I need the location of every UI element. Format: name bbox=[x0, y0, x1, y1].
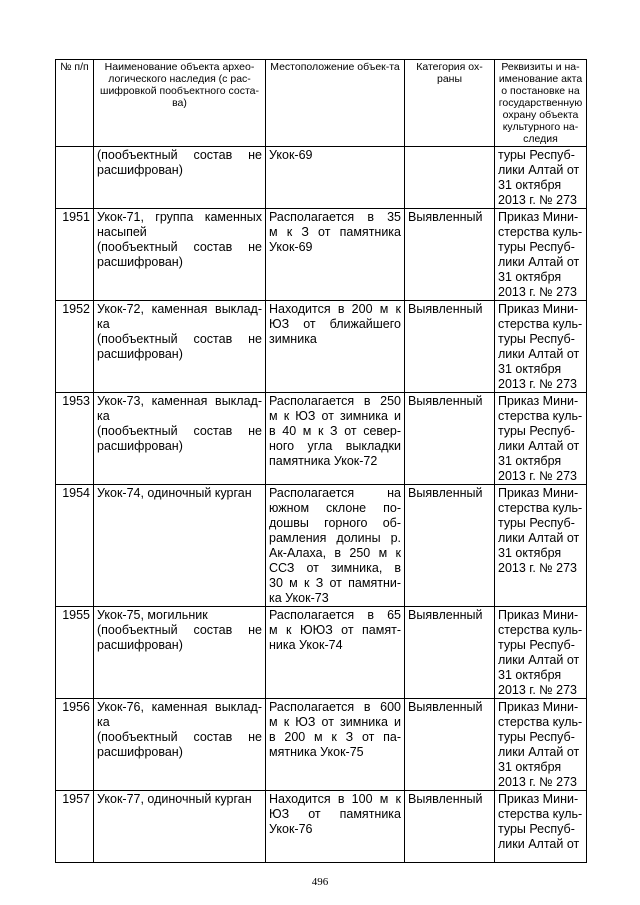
location-line: Располагается в 250 bbox=[269, 394, 401, 408]
cell-category: Выявленный bbox=[405, 209, 495, 301]
location-line: Находится в 200 м к bbox=[269, 302, 401, 316]
requisites-line: лики Алтай от bbox=[498, 531, 580, 545]
name-line: (пообъектный состав не bbox=[97, 148, 262, 162]
name-line: Укок-71, группа каменных bbox=[97, 210, 262, 224]
location-line: Располагается в 35 bbox=[269, 210, 401, 224]
table-row bbox=[56, 791, 587, 863]
location-line: м к ЮЗ от зимника и bbox=[269, 409, 401, 423]
requisites-line: 2013 г. № 273 bbox=[498, 193, 577, 207]
cell-location bbox=[266, 791, 405, 863]
name-line: расшифрован) bbox=[97, 638, 183, 652]
cell-requisites bbox=[495, 699, 587, 791]
location-line: 30 м к З от памятни- bbox=[269, 576, 401, 590]
location-line: Ак-Алаха, в 250 м к bbox=[269, 546, 401, 560]
requisites-line: туры Респуб- bbox=[498, 240, 575, 254]
requisites-line: 31 октября bbox=[498, 362, 562, 376]
requisites-line: стерства куль- bbox=[498, 501, 583, 515]
requisites-line: стерства куль- bbox=[498, 409, 583, 423]
location-line: м к ЮЗ от зимника и bbox=[269, 715, 401, 729]
name-line: Укок-76, каменная выклад- bbox=[97, 700, 262, 714]
requisites-line: 31 октября bbox=[498, 668, 562, 682]
name-line: расшифрован) bbox=[97, 439, 183, 453]
name-line: Укок-73, каменная выклад- bbox=[97, 394, 262, 408]
location-line: ка Укок-73 bbox=[269, 591, 329, 605]
location-line: в 40 м к З от север- bbox=[269, 424, 401, 438]
cell-location bbox=[266, 485, 405, 607]
cell-location bbox=[266, 607, 405, 699]
cell-location bbox=[266, 209, 405, 301]
cell-requisites bbox=[495, 393, 587, 485]
location-line: зимника bbox=[269, 332, 317, 346]
heritage-register-table bbox=[55, 59, 587, 863]
location-line: дошвы горного об- bbox=[269, 516, 401, 530]
location-line: ного угла выкладки bbox=[269, 439, 401, 453]
requisites-line: стерства куль- bbox=[498, 715, 583, 729]
requisites-line: 31 октября bbox=[498, 454, 562, 468]
cell-category: Выявленный bbox=[405, 791, 495, 863]
cell-name bbox=[94, 147, 266, 209]
requisites-line: туры Респуб- bbox=[498, 822, 575, 836]
table-row bbox=[56, 607, 587, 699]
location-line: ЮЗ от памятника bbox=[269, 807, 401, 821]
location-line: рамления долины р. bbox=[269, 531, 401, 545]
requisites-line: 2013 г. № 273 bbox=[498, 285, 577, 299]
cell-num: 1955 bbox=[56, 607, 94, 699]
location-line: Укок-69 bbox=[269, 240, 313, 254]
location-line: Располагается в 600 bbox=[269, 700, 401, 714]
cell-category: Выявленный bbox=[405, 699, 495, 791]
name-line: Укок-75, могильник bbox=[97, 608, 208, 622]
requisites-line: стерства куль- bbox=[498, 623, 583, 637]
page-number: 496 bbox=[311, 876, 329, 888]
location-line: Располагается в 65 bbox=[269, 608, 401, 622]
location-line: мятника Укок-75 bbox=[269, 745, 364, 759]
cell-location bbox=[266, 393, 405, 485]
requisites-line: туры Респуб- bbox=[498, 148, 575, 162]
requisites-line: 31 октября bbox=[498, 546, 562, 560]
name-line: (пообъектный состав не bbox=[97, 623, 262, 637]
requisites-line: лики Алтай от bbox=[498, 653, 580, 667]
cell-location bbox=[266, 699, 405, 791]
requisites-line: лики Алтай от bbox=[498, 255, 580, 269]
table-row bbox=[56, 699, 587, 791]
header-location: Местоположение объек-та bbox=[266, 60, 405, 147]
location-line: ника Укок-74 bbox=[269, 638, 343, 652]
cell-name bbox=[94, 485, 266, 607]
requisites-line: лики Алтай от bbox=[498, 745, 580, 759]
table-row bbox=[56, 209, 587, 301]
cell-requisites bbox=[495, 301, 587, 393]
requisites-line: Приказ Мини- bbox=[498, 302, 579, 316]
cell-category: Выявленный bbox=[405, 607, 495, 699]
requisites-line: Приказ Мини- bbox=[498, 608, 579, 622]
requisites-line: туры Респуб- bbox=[498, 730, 575, 744]
location-line: м к З от памятника bbox=[269, 225, 401, 239]
location-line: Располагается на bbox=[269, 486, 401, 500]
requisites-line: лики Алтай от bbox=[498, 439, 580, 453]
cell-requisites bbox=[495, 485, 587, 607]
name-line: расшифрован) bbox=[97, 745, 183, 759]
name-line: расшифрован) bbox=[97, 347, 183, 361]
cell-name bbox=[94, 607, 266, 699]
cell-num bbox=[56, 147, 94, 209]
location-line: ССЗ от зимника, в bbox=[269, 561, 401, 575]
table-header-row bbox=[56, 60, 587, 147]
cell-category: Выявленный bbox=[405, 393, 495, 485]
cell-num: 1956 bbox=[56, 699, 94, 791]
cell-requisites bbox=[495, 791, 587, 863]
cell-name bbox=[94, 301, 266, 393]
cell-requisites bbox=[495, 209, 587, 301]
requisites-line: стерства куль- bbox=[498, 807, 583, 821]
location-line: Укок-69 bbox=[269, 148, 313, 162]
requisites-line: 2013 г. № 273 bbox=[498, 683, 577, 697]
name-line: Укок-74, одиночный курган bbox=[97, 486, 252, 500]
table-row bbox=[56, 393, 587, 485]
location-line: в 200 м к З от па- bbox=[269, 730, 401, 744]
requisites-line: стерства куль- bbox=[498, 225, 583, 239]
name-line: расшифрован) bbox=[97, 255, 183, 269]
cell-name bbox=[94, 699, 266, 791]
table-row bbox=[56, 301, 587, 393]
location-line: ЮЗ от ближайшего bbox=[269, 317, 401, 331]
header-num: № п/п bbox=[56, 60, 94, 147]
cell-name bbox=[94, 791, 266, 863]
name-line: (пообъектный состав не bbox=[97, 240, 262, 254]
requisites-line: Приказ Мини- bbox=[498, 210, 579, 224]
header-requisites: Реквизиты и на-именование акта о постановке на государственную охрану объекта культурного на-следия bbox=[495, 60, 587, 147]
requisites-line: 2013 г. № 273 bbox=[498, 377, 577, 391]
cell-location bbox=[266, 301, 405, 393]
cell-name bbox=[94, 393, 266, 485]
cell-num: 1957 bbox=[56, 791, 94, 863]
requisites-line: лики Алтай от bbox=[498, 163, 580, 177]
cell-requisites bbox=[495, 607, 587, 699]
name-line: ка bbox=[97, 409, 110, 423]
name-line: насыпей bbox=[97, 225, 147, 239]
header-category: Категория ох-раны bbox=[405, 60, 495, 147]
requisites-line: 2013 г. № 273 bbox=[498, 775, 577, 789]
cell-category: Выявленный bbox=[405, 301, 495, 393]
requisites-line: стерства куль- bbox=[498, 317, 583, 331]
cell-name bbox=[94, 209, 266, 301]
cell-num: 1954 bbox=[56, 485, 94, 607]
name-line: расшифрован) bbox=[97, 163, 183, 177]
cell-category: Выявленный bbox=[405, 485, 495, 607]
cell-category bbox=[405, 147, 495, 209]
requisites-line: 31 октября bbox=[498, 178, 562, 192]
requisites-line: 31 октября bbox=[498, 270, 562, 284]
name-line: (пообъектный состав не bbox=[97, 730, 262, 744]
name-line: ка bbox=[97, 715, 110, 729]
requisites-line: 31 октября bbox=[498, 760, 562, 774]
name-line: Укок-72, каменная выклад- bbox=[97, 302, 262, 316]
location-line: м к ЮЮЗ от памят- bbox=[269, 623, 401, 637]
cell-requisites bbox=[495, 147, 587, 209]
table-row bbox=[56, 485, 587, 607]
header-name: Наименование объекта архео-логического наследия (с рас-шифровкой пообъектного соста-ва) bbox=[94, 60, 266, 147]
name-line: (пообъектный состав не bbox=[97, 424, 262, 438]
requisites-line: лики Алтай от bbox=[498, 837, 580, 851]
requisites-line: Приказ Мини- bbox=[498, 700, 579, 714]
name-line: Укок-77, одиночный курган bbox=[97, 792, 252, 806]
requisites-line: лики Алтай от bbox=[498, 347, 580, 361]
requisites-line: туры Респуб- bbox=[498, 332, 575, 346]
requisites-line: туры Респуб- bbox=[498, 516, 575, 530]
continuation-row bbox=[56, 147, 587, 209]
location-line: памятника Укок-72 bbox=[269, 454, 378, 468]
requisites-line: туры Респуб- bbox=[498, 424, 575, 438]
requisites-line: Приказ Мини- bbox=[498, 486, 579, 500]
requisites-line: Приказ Мини- bbox=[498, 792, 579, 806]
cell-location bbox=[266, 147, 405, 209]
name-line: (пообъектный состав не bbox=[97, 332, 262, 346]
requisites-line: Приказ Мини- bbox=[498, 394, 579, 408]
location-line: Находится в 100 м к bbox=[269, 792, 401, 806]
location-line: южном склоне по- bbox=[269, 501, 401, 515]
location-line: Укок-76 bbox=[269, 822, 313, 836]
requisites-line: туры Респуб- bbox=[498, 638, 575, 652]
requisites-line: 2013 г. № 273 bbox=[498, 561, 577, 575]
cell-num: 1952 bbox=[56, 301, 94, 393]
cell-num: 1951 bbox=[56, 209, 94, 301]
requisites-line: 2013 г. № 273 bbox=[498, 469, 577, 483]
name-line: ка bbox=[97, 317, 110, 331]
cell-num: 1953 bbox=[56, 393, 94, 485]
